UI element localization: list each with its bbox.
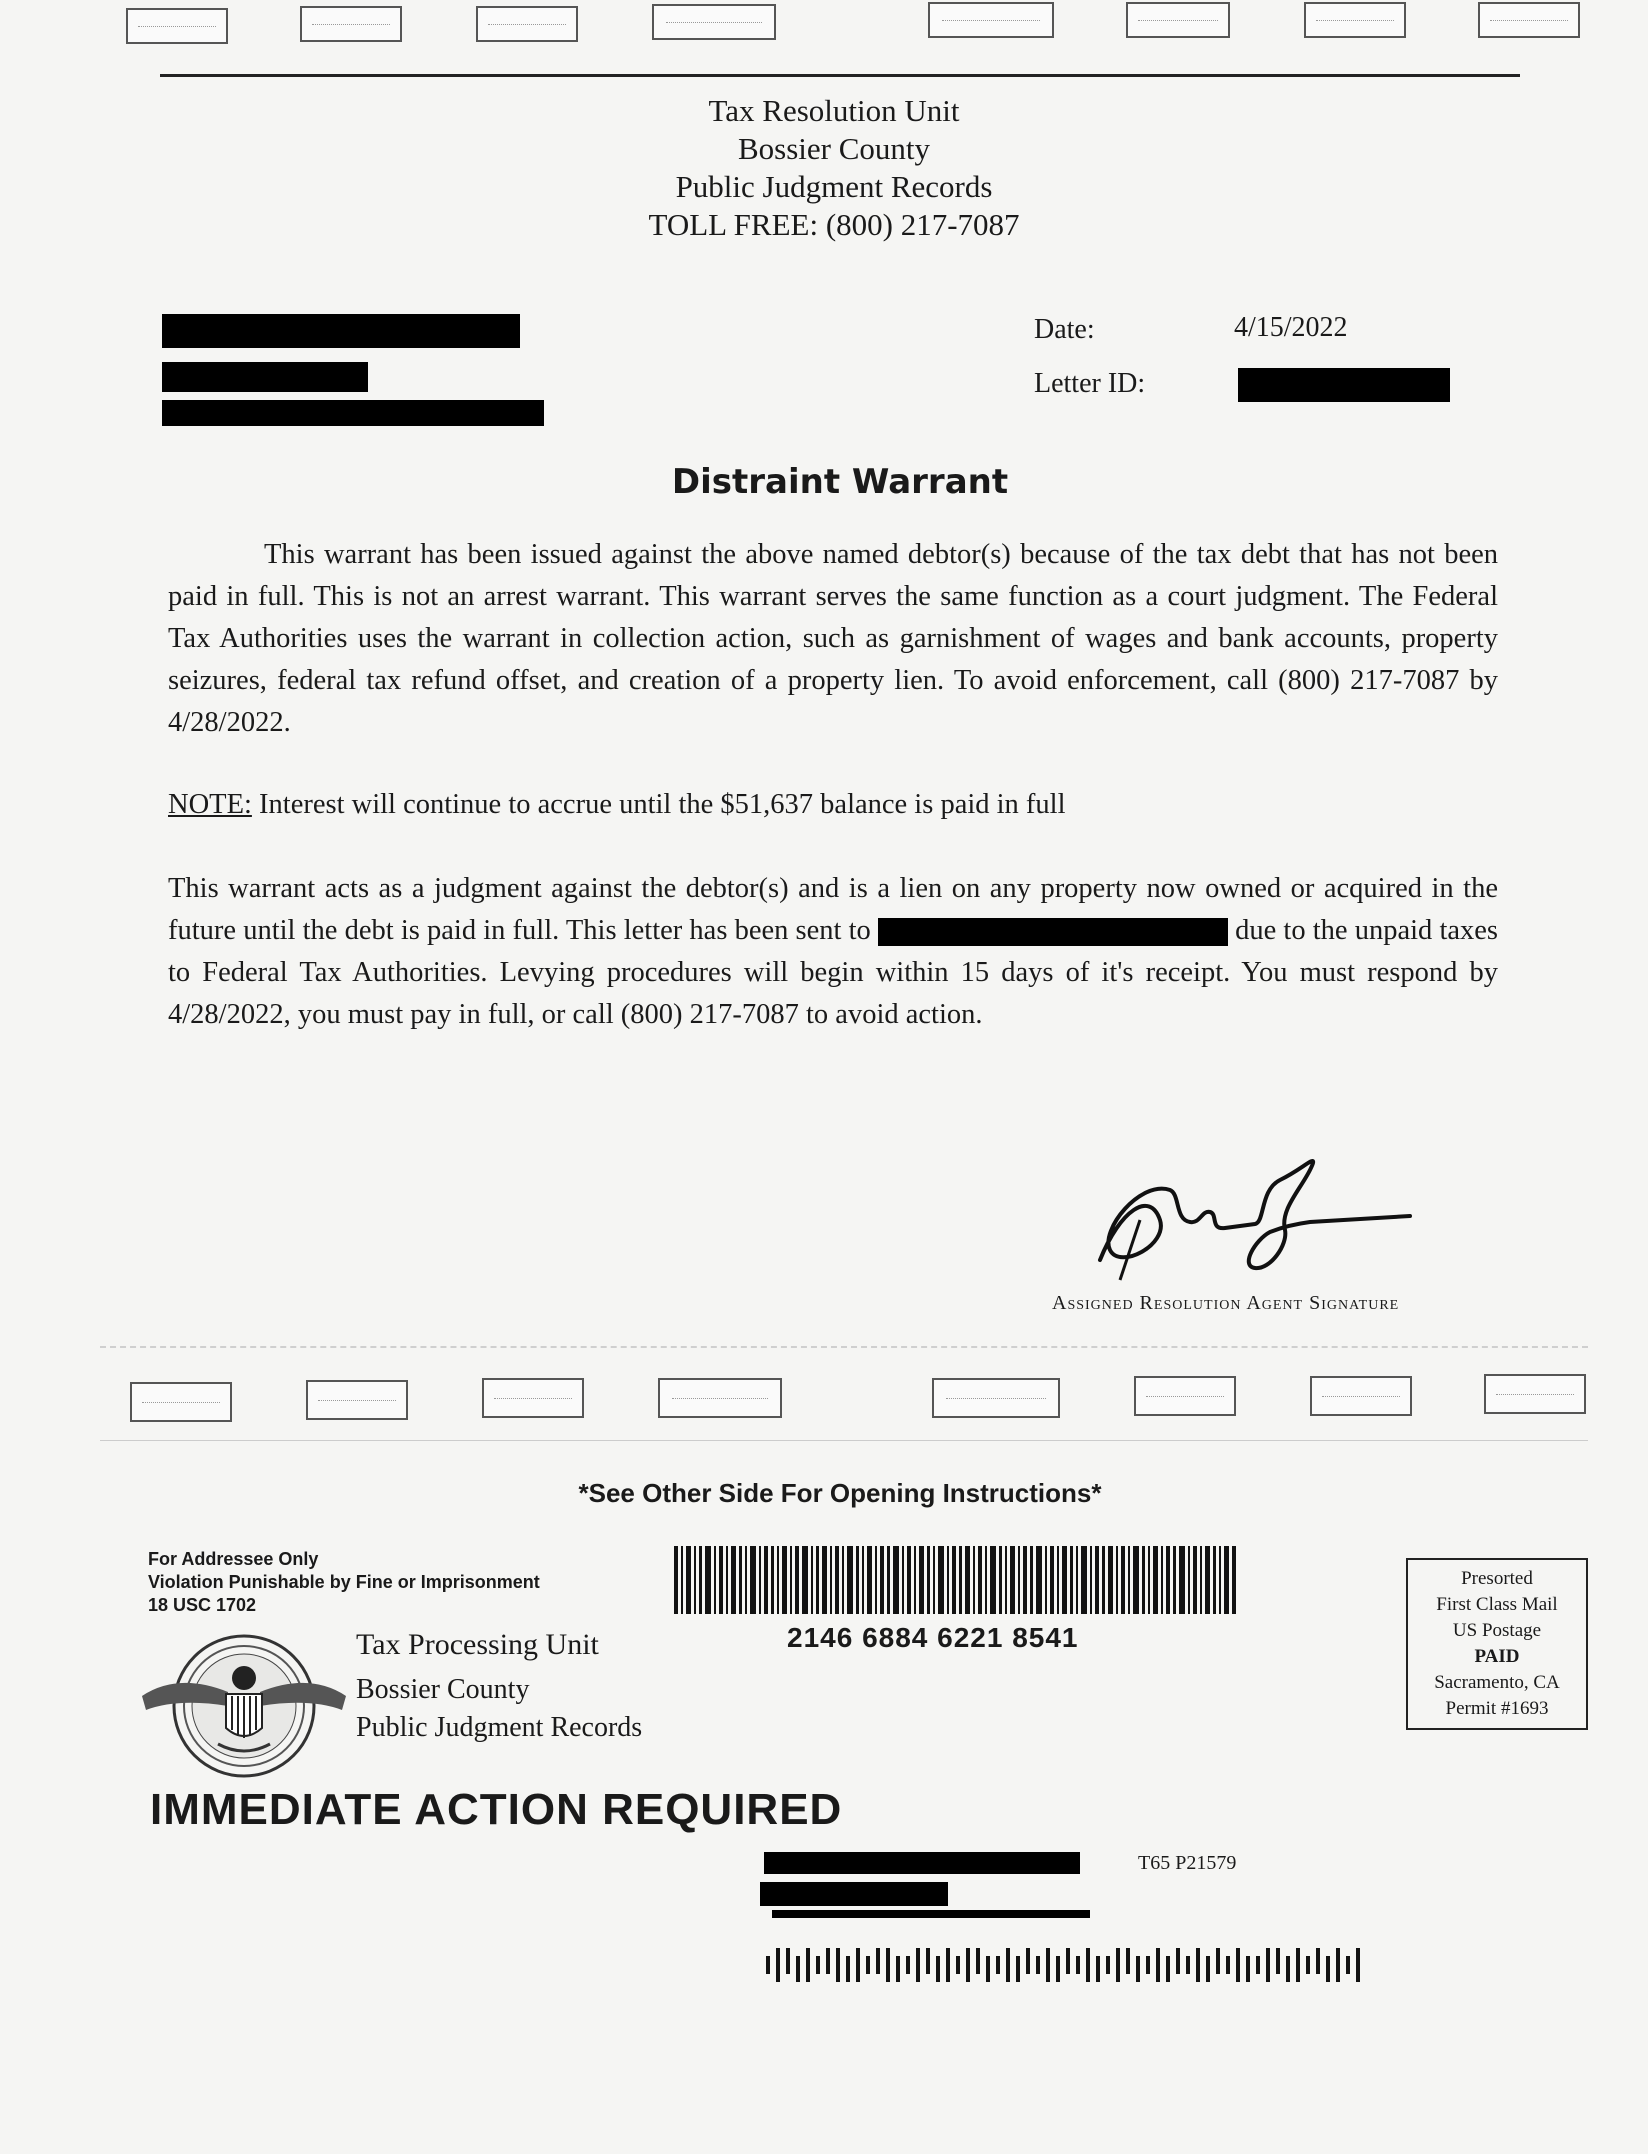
postage-line-3: US Postage [1452, 1620, 1542, 1641]
document-title: Distraint Warrant [671, 462, 1009, 502]
warrant-paragraph [168, 534, 1498, 744]
header-line-2: Bossier County [737, 131, 931, 166]
addressee-line-1: For Addressee Only [148, 1549, 319, 1569]
urgent-banner: IMMEDIATE ACTION REQUIRED [150, 1785, 843, 1834]
return-line-2: Bossier County [356, 1674, 530, 1705]
barcode-number: 2146 6884 6221 8541 [787, 1622, 1079, 1653]
return-line-3: Public Judgment Records [356, 1712, 643, 1743]
redacted-inline-name [878, 918, 1228, 946]
header-rule [160, 74, 1520, 77]
postage-indicia [1406, 1558, 1588, 1730]
signature-caption: Assigned Resolution Agent Signature [1052, 1292, 1400, 1314]
return-line-1: Tax Processing Unit [356, 1628, 599, 1661]
lien-text-part1: This warrant acts as a judgment against the debtor(s) and is a lien on any property now owned or acquired in the future until the debt is paid in full. This letter has been sent to [168, 873, 1498, 946]
opening-instructions: *See Other Side For Opening Instructions* [578, 1478, 1102, 1508]
postage-line-1: Presorted [1461, 1568, 1533, 1589]
fold-line [100, 1346, 1588, 1348]
note-paragraph [168, 784, 1498, 826]
addressee-line-3: 18 USC 1702 [148, 1595, 257, 1615]
addressee-line-2: Violation Punishable by Fine or Imprisonment [148, 1572, 540, 1592]
sender-header [0, 92, 1648, 244]
barcode-icon [674, 1546, 1236, 1614]
lien-text-part2: due to the unpaid taxes to Federal Tax Authorities. Levying procedures will begin within 15 days of it's receipt. You must respond by 4/28/2022, you must pay in full, or call (800) 217-7087 to avoid action. [168, 915, 1499, 1030]
eagle-seal-icon [138, 1632, 350, 1780]
header-line-3: Public Judgment Records [675, 169, 993, 204]
postage-line-6: Permit #1693 [1445, 1698, 1549, 1719]
note-text: Interest will continue to accrue until the $51,637 balance is paid in full [251, 789, 1066, 820]
tear-line [100, 1440, 1588, 1441]
tracking-code: T65 P21579 [1138, 1852, 1237, 1874]
date-value: 4/15/2022 [1234, 312, 1348, 343]
header-line-4: TOLL FREE: (800) 217-7087 [648, 207, 1020, 242]
redacted-recipient-street [162, 362, 368, 392]
redacted-recipient-city [162, 400, 544, 426]
postage-line-5: Sacramento, CA [1434, 1672, 1560, 1693]
date-label: Date: [1034, 314, 1095, 345]
postage-line-4: PAID [1474, 1646, 1520, 1667]
redacted-mail-name [764, 1852, 1080, 1874]
letter-id-label: Letter ID: [1034, 368, 1146, 399]
agent-signature [1080, 1150, 1420, 1290]
postage-line-2: First Class Mail [1436, 1594, 1558, 1615]
note-label: NOTE: [168, 789, 252, 820]
redacted-recipient-name [162, 314, 520, 348]
redacted-letter-id [1238, 368, 1450, 402]
lien-paragraph [168, 868, 1498, 1036]
header-line-1: Tax Resolution Unit [708, 93, 960, 128]
addressee-notice [148, 1548, 540, 1617]
redacted-mail-city [772, 1910, 1090, 1918]
warrant-text: This warrant has been issued against the above named debtor(s) because of the tax debt that has not been paid in full. This is not an arrest warrant. This warrant serves the same function as a court judgment. The Federal Tax Authorities uses the warrant in collection action, such as garnishment of wages and bank accounts, property seizures, federal tax refund offset, and creation of a property lien. To avoid enforcement, call (800) 217-7087 by 4/28/2022. [168, 539, 1498, 738]
redacted-mail-street [760, 1882, 948, 1906]
postal-barcode-icon [766, 1946, 1362, 1982]
